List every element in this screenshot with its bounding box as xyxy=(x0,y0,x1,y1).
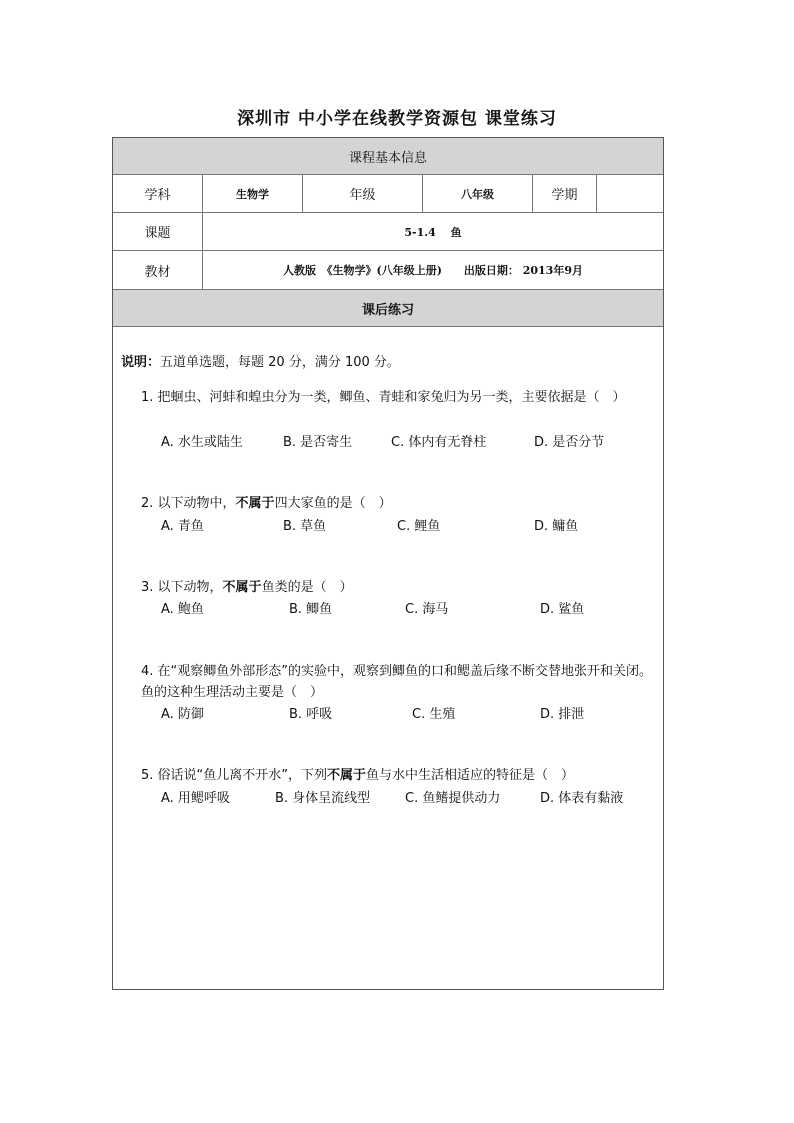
textbook-value: 人教版 《生物学》(八年级上册) 出版日期： 2013年9月 xyxy=(282,264,583,277)
question-1-stem: 1. 把蛔虫、河蚌和蝗虫分为一类，鲫鱼、青蛙和家兔归为另一类，主要依据是（ ） xyxy=(141,390,626,405)
q1-option-c[interactable]: C. 体内有无脊柱 xyxy=(391,435,487,450)
q3-option-c[interactable]: C. 海马 xyxy=(405,602,449,617)
instructions xyxy=(121,351,400,370)
q3-option-b[interactable]: B. 鲫鱼 xyxy=(289,602,333,617)
textbook-row xyxy=(113,251,663,290)
term-value xyxy=(597,175,663,212)
term-label: 学期 xyxy=(533,175,597,212)
question-3-stem-pre: 3. 以下动物， xyxy=(141,580,223,595)
page-title: 深圳市 中小学在线教学资源包 课堂练习 xyxy=(237,109,557,129)
q2-option-d[interactable]: D. 鳙鱼 xyxy=(534,519,579,534)
question-4 xyxy=(141,661,661,703)
question-4-stem: 4. 在“观察鲫鱼外部形态”的实验中，观察到鲫鱼的口和鳃盖后缘不断交替地张开和关闭。鱼的这种生理活动主要是（ ） xyxy=(141,664,653,700)
textbook-label: 教材 xyxy=(113,251,203,289)
question-2-stem-bold: 不属于 xyxy=(235,496,275,511)
question-1 xyxy=(141,387,661,408)
topic-row xyxy=(113,213,663,251)
instructions-text: 五道单选题，每题 20 分，满分 100 分。 xyxy=(160,355,400,370)
q5-option-a[interactable]: A. 用鳃呼吸 xyxy=(161,791,230,806)
subject-label: 学科 xyxy=(113,175,203,212)
q5-option-d[interactable]: D. 体表有黏液 xyxy=(540,791,624,806)
q2-option-a[interactable]: A. 青鱼 xyxy=(161,519,204,534)
q2-option-b[interactable]: B. 草鱼 xyxy=(283,519,327,534)
q3-option-d[interactable]: D. 鲨鱼 xyxy=(540,602,585,617)
subject-value: 生物学 xyxy=(203,175,303,212)
grade-value: 八年级 xyxy=(423,175,533,212)
question-5-stem-post: 鱼与水中生活相适应的特征是（ ） xyxy=(366,768,575,783)
question-5-stem-pre: 5. 俗话说“鱼儿离不开水”，下列 xyxy=(141,768,328,783)
question-2-stem-post: 四大家鱼的是（ ） xyxy=(274,496,392,511)
subject-row xyxy=(113,175,663,213)
q1-option-d[interactable]: D. 是否分节 xyxy=(534,435,605,450)
course-info-header xyxy=(113,138,663,175)
q4-option-b[interactable]: B. 呼吸 xyxy=(289,707,333,722)
q5-option-c[interactable]: C. 鱼鳍提供动力 xyxy=(405,791,501,806)
q5-option-b[interactable]: B. 身体呈流线型 xyxy=(275,791,371,806)
topic-label: 课题 xyxy=(113,213,203,250)
question-3-stem-bold: 不属于 xyxy=(222,580,262,595)
course-info-header-label: 课程基本信息 xyxy=(348,150,427,166)
q4-option-d[interactable]: D. 排泄 xyxy=(540,707,585,722)
question-2-stem-pre: 2. 以下动物中， xyxy=(141,496,236,511)
grade-label: 年级 xyxy=(303,175,423,212)
instructions-label: 说明： xyxy=(121,355,161,370)
q3-option-a[interactable]: A. 鲍鱼 xyxy=(161,602,204,617)
exercise-header-label: 课后练习 xyxy=(361,302,414,318)
worksheet-table xyxy=(112,137,664,990)
q2-option-c[interactable]: C. 鲤鱼 xyxy=(397,519,441,534)
question-5 xyxy=(141,765,661,786)
q1-option-a[interactable]: A. 水生或陆生 xyxy=(161,435,243,450)
question-3 xyxy=(141,577,661,598)
q4-option-a[interactable]: A. 防御 xyxy=(161,707,204,722)
question-2 xyxy=(141,493,661,514)
question-3-stem-post: 鱼类的是（ ） xyxy=(261,580,353,595)
question-5-stem-bold: 不属于 xyxy=(327,768,367,783)
exercise-header xyxy=(113,290,663,327)
topic-value: 5-1.4 鱼 xyxy=(404,225,462,239)
q1-option-b[interactable]: B. 是否寄生 xyxy=(283,435,353,450)
q4-option-c[interactable]: C. 生殖 xyxy=(412,707,456,722)
